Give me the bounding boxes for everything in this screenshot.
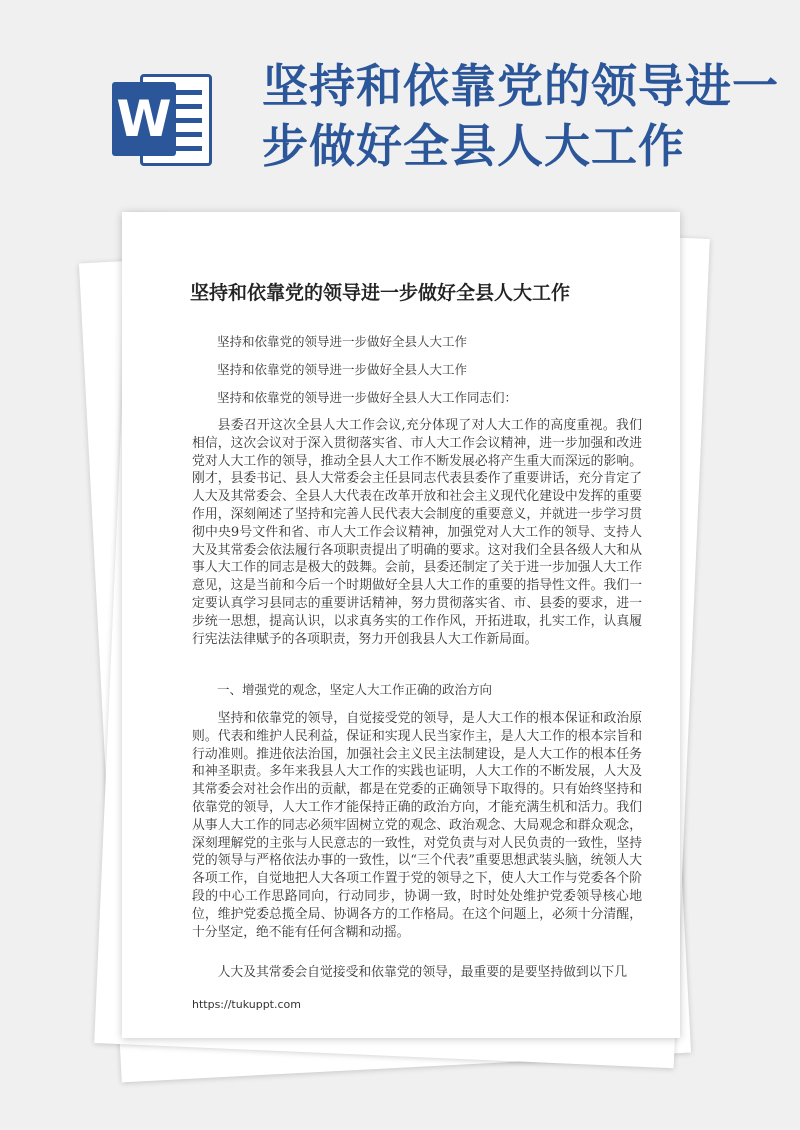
sub-line: 坚持和依靠党的领导进一步做好全县人大工作	[217, 362, 468, 377]
body-paragraph	[192, 710, 642, 941]
page-header	[0, 0, 800, 230]
section-heading: 一、增强党的观念，坚定人大工作正确的政治方向	[217, 682, 493, 697]
word-document-icon	[112, 68, 212, 168]
paragraph-text: 县委召开这次全县人大工作会议,充分体现了对人大工作的高度重视。我们相信，这次会议对于深入贯彻落实省、市人大工作会议精神，进一步加强和改进党对人大工作的领导，推动全县人大工作不断发展必将产生重大而深远的影响。刚才，县委书记、县人大常委会主任县同志代表县委作了重要讲话，充分肯定了人大及其常委会、全县人大代表在改革开放和社会主义现代化建设中发挥的重要作用，深刻阐述了坚持和完善人民代表大会制度的重要意义，并就进一步学习贯彻中央9号文件和省、市人大工作会议精神，加强党对人大工作的领导、支持人大及其常委会依法履行各项职责提出了明确的要求。这对我们全县各级人大和从事人大工作的同志是极大的鼓舞。会前，县委还制定了关于进一步加强人大工作意见，这是当前和今后一个时期做好全县人大工作的重要的指导性文件。我们一定要认真学习县同志的重要讲话精神，努力贯彻落实省、市、县委的要求，进一步统一思想，提高认识，以求真务实的工作作风，开拓进取，扎实工作，认真履行宪法法律赋予的各项职责，努力开创我县人大工作新局面。	[192, 418, 642, 647]
banner-title: 坚持和依靠党的领导进一步做好全县人大工作	[262, 59, 779, 173]
sub-line: 坚持和依靠党的领导进一步做好全县人大工作同志们：	[217, 390, 518, 405]
document-title: 坚持和依靠党的领导进一步做好全县人大工作	[190, 282, 571, 304]
footer-url: https://tukuppt.com	[192, 998, 301, 1011]
body-paragraph	[192, 417, 642, 648]
document-page	[122, 212, 680, 1038]
sub-line: 坚持和依靠党的领导进一步做好全县人大工作	[217, 334, 468, 349]
body-paragraph	[192, 964, 642, 982]
paragraph-text: 坚持和依靠党的领导，自觉接受党的领导，是人大工作的根本保证和政治原则。代表和维护人民利益，保证和实现人民当家作主，是人大工作的根本宗旨和行动准则。推进依法治国，加强社会主义民主法制建设，是人大工作的根本任务和神圣职责。多年来我县人大工作的实践也证明，人大工作的不断发展，人大及其常委会对社会作出的贡献，都是在党委的正确领导下取得的。只有始终坚持和依靠党的领导，人大工作才能保持正确的政治方向，才能充满生机和活力。我们从事人大工作的同志必须牢固树立党的观念、政治观念、大局观念和群众观念，深刻理解党的主张与人民意志的一致性，对党负责与对人民负责的一致性，坚持党的领导与严格依法办事的一致性，以“三个代表”重要思想武装头脑，统领人大各项工作，自觉地把人大各项工作置于党的领导之下，使人大工作与党委各个阶段的中心工作思路同向，行动同步，协调一致，时时处处维护党委领导核心地位，维护党委总揽全局、协调各方的工作格局。在这个问题上，必须十分清醒，十分坚定，绝不能有任何含糊和动摇。	[192, 711, 642, 940]
word-icon-letter: W	[112, 82, 176, 156]
paragraph-text: 人大及其常委会自觉接受和依靠党的领导，最重要的是要坚持做到以下几	[217, 965, 628, 980]
